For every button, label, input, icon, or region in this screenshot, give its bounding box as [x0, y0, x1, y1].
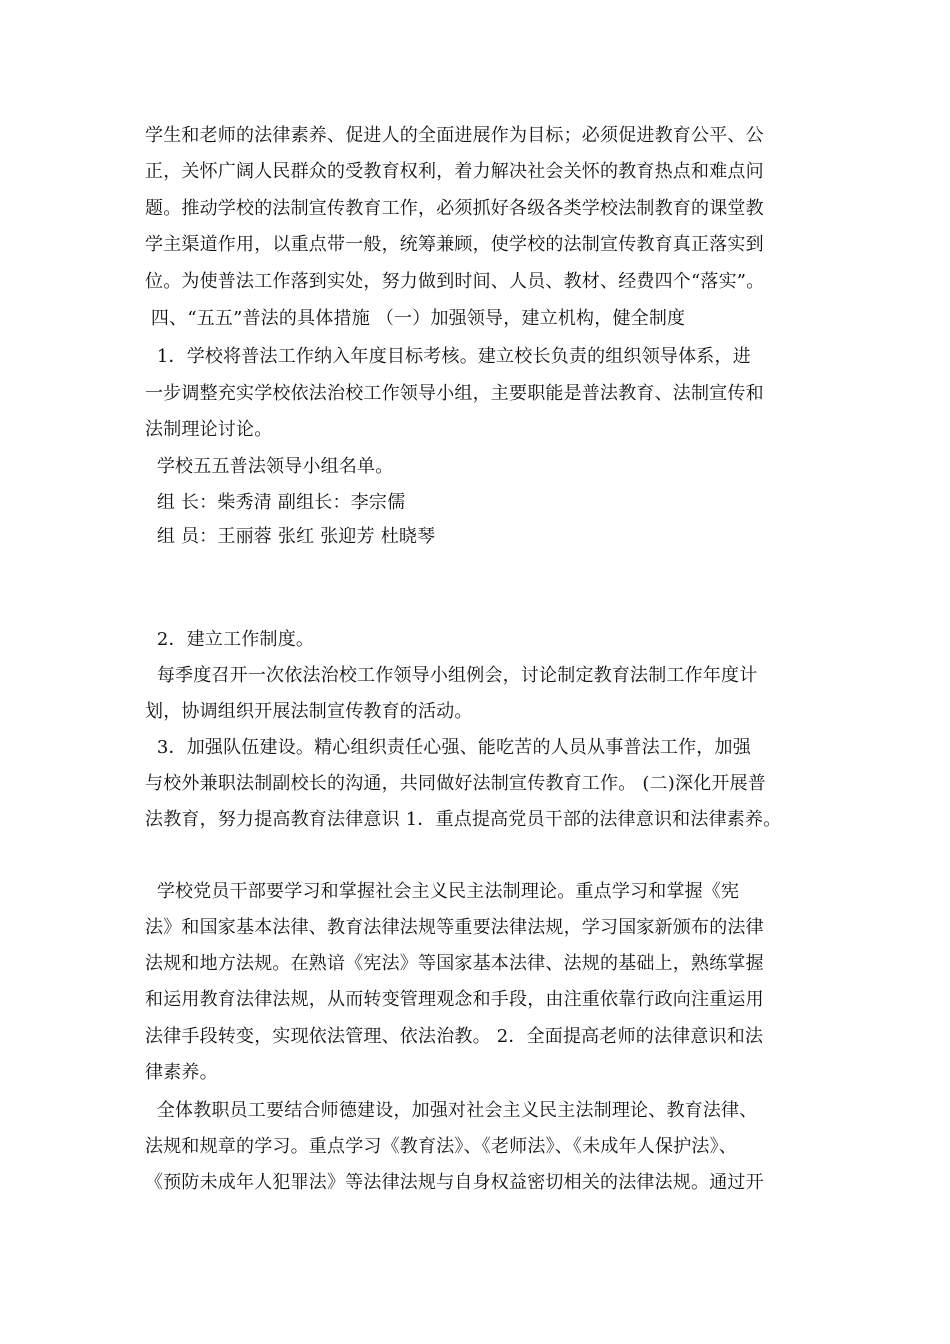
text-line: 法》和国家基本法律、教育法律法规等重要法律法规，学习国家新颁布的法律 [145, 917, 764, 938]
text-line: 每季度召开一次依法治校工作领导小组例会，讨论制定教育法制工作年度计 [145, 665, 758, 686]
text-line: 3．加强队伍建设。精心组织责任心强、能吃苦的人员从事普法工作，加强 [145, 737, 751, 758]
text-line: 学主渠道作用，以重点带一般，统筹兼顾，使学校的法制宣传教育真正落实到 [145, 234, 764, 255]
text-line: 组 员：王丽蓉 张红 张迎芳 杜晓琴 [145, 526, 436, 547]
text-line: 组 长：柴秀清 副组长：李宗儒 [145, 492, 406, 513]
text-line: 正，关怀广阔人民群众的受教育权利，着力解决社会关怀的教育热点和难点问 [145, 161, 764, 182]
text-line: 位。为使普法工作落到实处，努力做到时间、人员、教材、经费四个“落实”。 [145, 271, 765, 292]
text-line: 学校党员干部要学习和掌握社会主义民主法制理论。重点学习和掌握《宪 [145, 881, 740, 902]
section-heading: 四、“五五”普法的具体措施 （一）加强领导，建立机构，健全制度 [145, 308, 686, 329]
text-line: 题。推动学校的法制宣传教育工作，必须抓好各级各类学校法制教育的课堂教 [145, 198, 764, 219]
text-line: 学生和老师的法律素养、促进人的全面进展作为目标；必须促进教育公平、公 [145, 125, 764, 146]
text-line: 《预防未成年人犯罪法》等法律法规与自身权益密切相关的法律法规。通过开 [145, 1172, 764, 1193]
text-line: 法制理论讨论。 [145, 419, 273, 440]
text-line: 律素养。 [145, 1062, 218, 1083]
text-line: 法规和地方法规。在熟谙《宪法》等国家基本法律、法规的基础上，熟练掌握 [145, 953, 764, 974]
text-line: 法教育，努力提高教育法律意识 1．重点提高党员干部的法律意识和法律素养。 [145, 809, 782, 830]
text-line: 学校五五普法领导小组名单。 [145, 456, 394, 477]
text-line: 1．学校将普法工作纳入年度目标考核。建立校长负责的组织领导体系，进 [145, 346, 751, 367]
text-line: 法规和规章的学习。重点学习《教育法》、《老师法》、《未成年人保护法》、 [145, 1136, 737, 1157]
text-line: 全体教职员工要结合师德建设，加强对社会主义民主法制理论、教育法律、 [145, 1100, 758, 1121]
text-line: 划，协调组织开展法制宣传教育的活动。 [145, 701, 473, 722]
text-line: 2．建立工作制度。 [145, 629, 315, 650]
text-line: 一步调整充实学校依法治校工作领导小组，主要职能是普法教育、法制宣传和 [145, 383, 764, 404]
text-line: 法律手段转变，实现依法管理、依法治教。 2．全面提高老师的法律意识和法 [145, 1026, 764, 1047]
text-line: 与校外兼职法制副校长的沟通，共同做好法制宣传教育工作。 (二)深化开展普 [145, 773, 766, 794]
text-line: 和运用教育法律法规，从而转变管理观念和手段，由注重依靠行政向注重运用 [145, 989, 764, 1010]
